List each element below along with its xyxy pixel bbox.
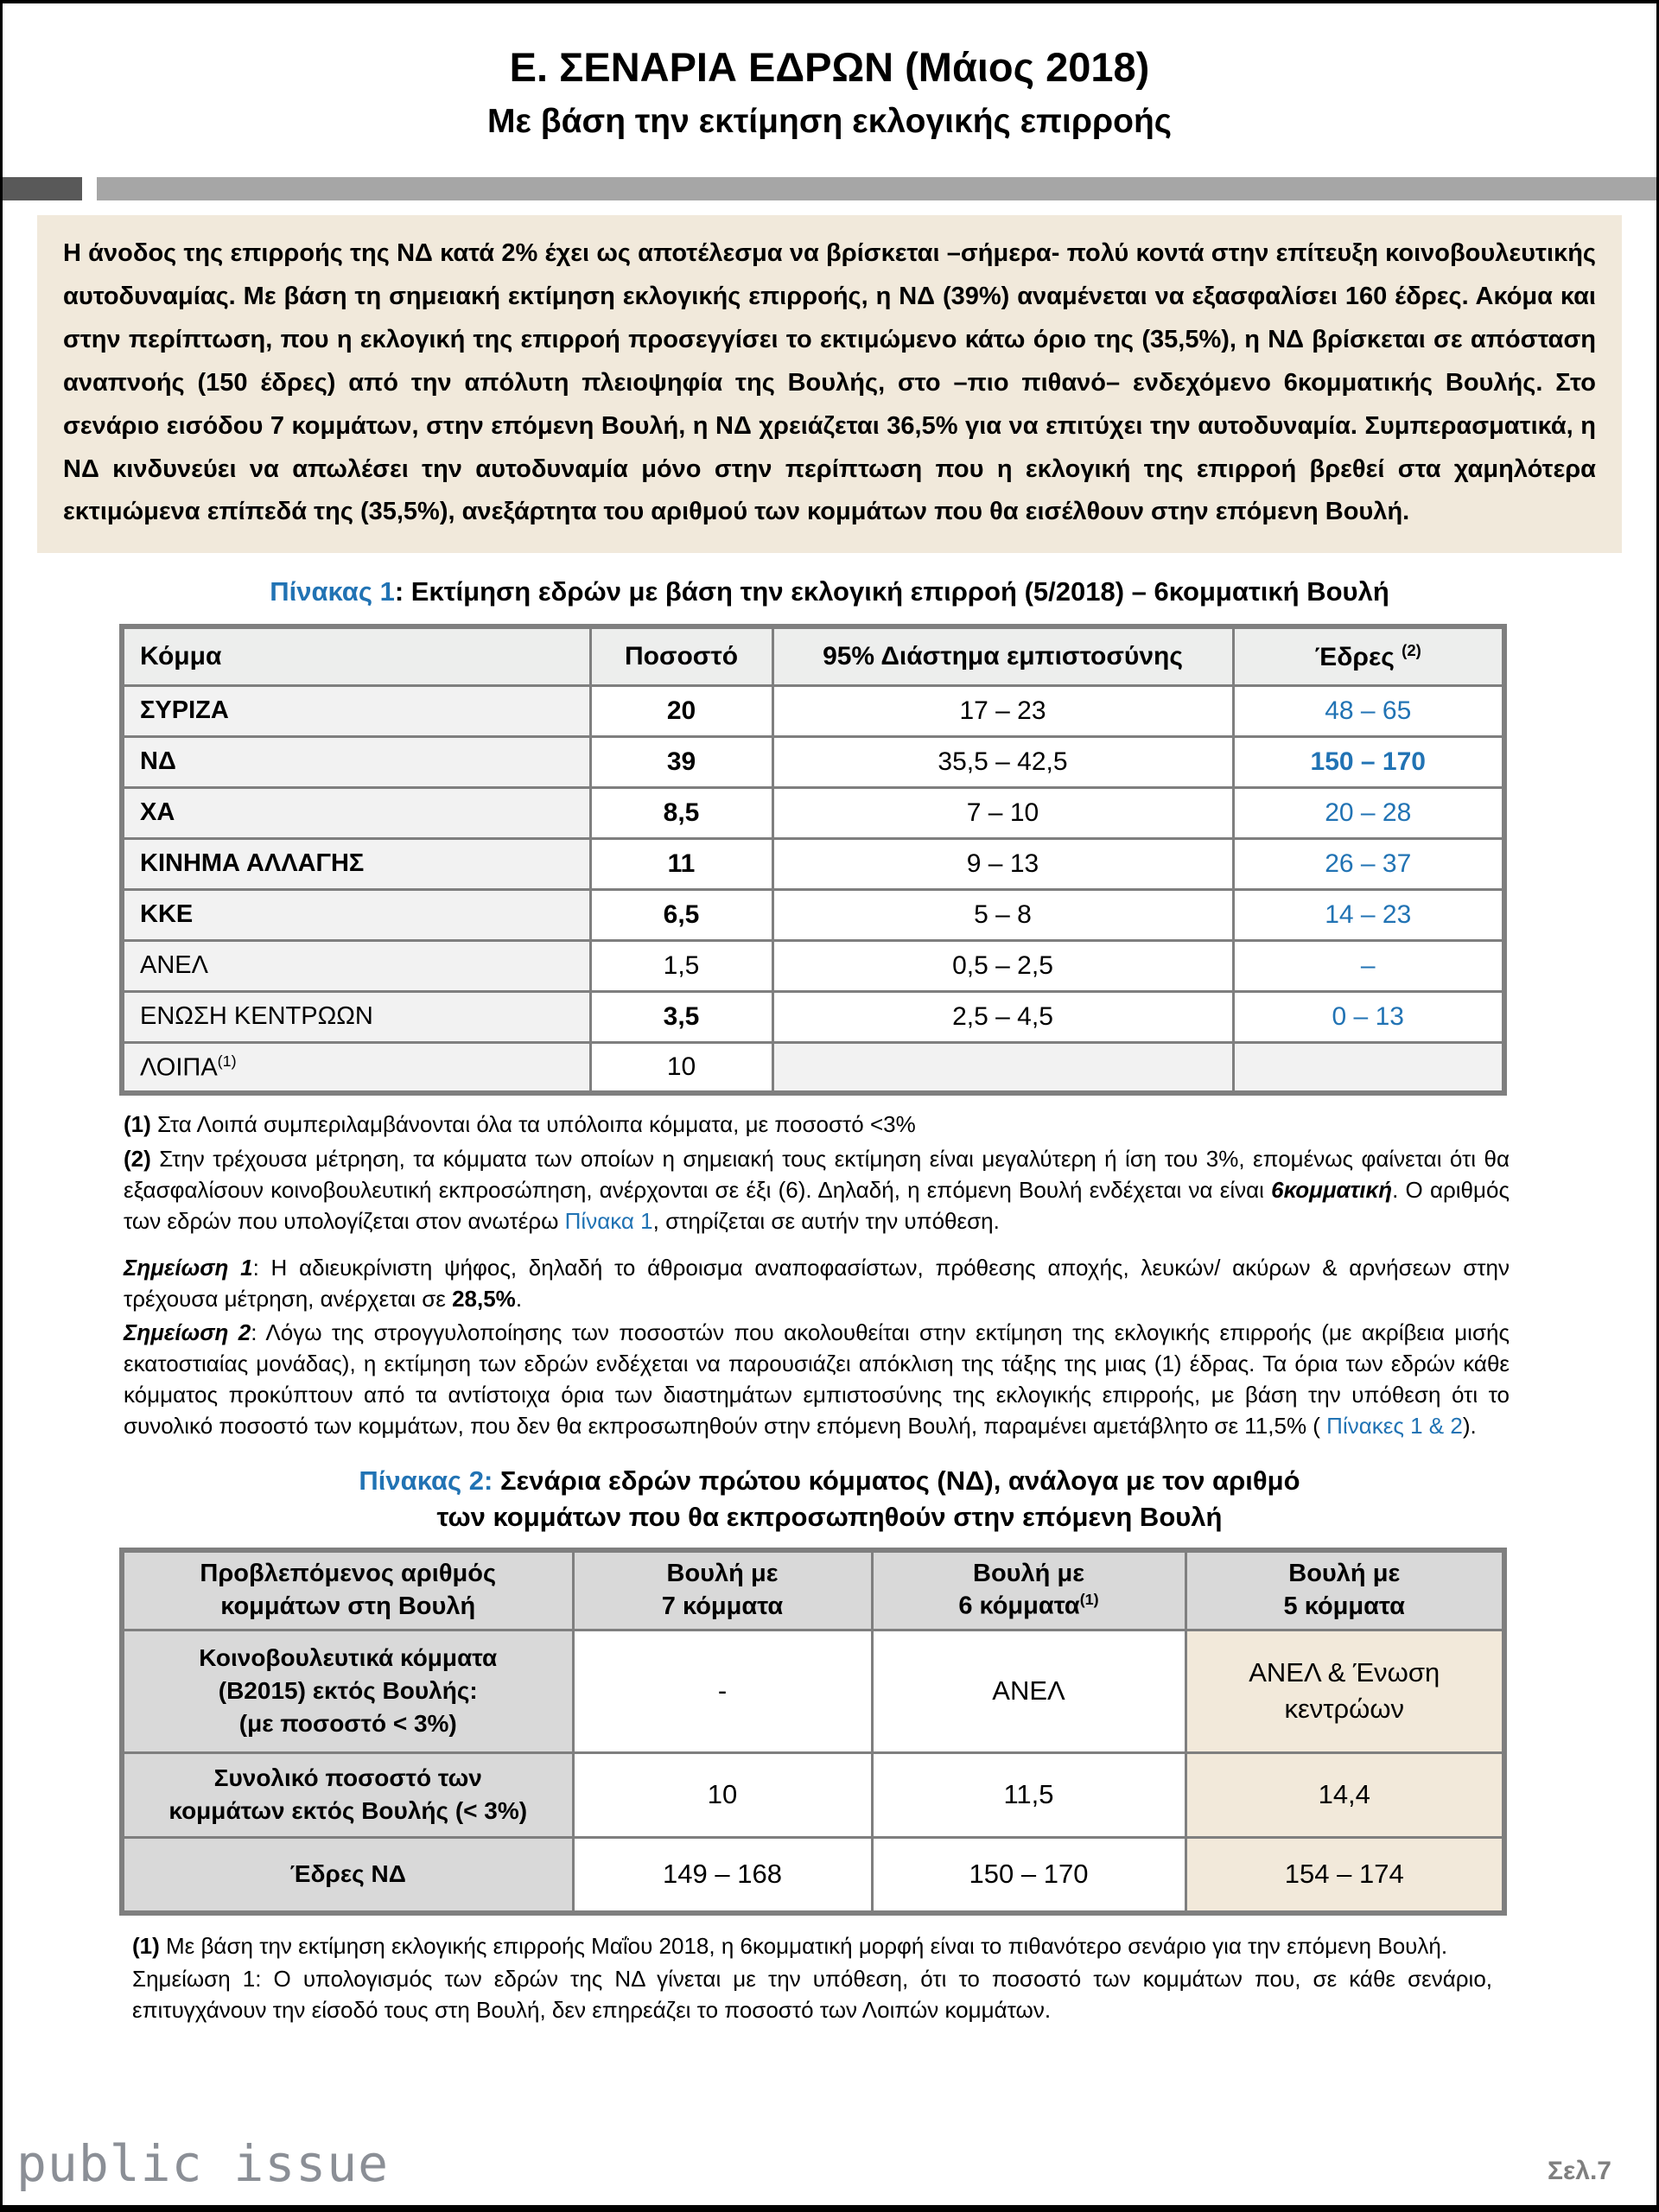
seats-range: [1233, 1042, 1504, 1093]
table-row: [122, 940, 1504, 991]
seats-range: –: [1233, 940, 1504, 991]
seats-range: 20 – 28: [1233, 787, 1504, 838]
table-row: [122, 736, 1504, 787]
nd-seats-scenarios-table: [119, 1548, 1507, 1916]
party-percentage: 3,5: [590, 991, 772, 1042]
confidence-interval: [772, 1042, 1233, 1093]
confidence-interval: 0,5 – 2,5: [772, 940, 1233, 991]
table1-header-seats-footnote-marker: (2): [1402, 640, 1421, 659]
seats-range: 26 – 37: [1233, 838, 1504, 889]
scenario-5-value: 154 – 174: [1185, 1837, 1504, 1913]
table2-note-1-label: Σημείωση 1: [132, 1966, 256, 1992]
table-row: [122, 787, 1504, 838]
page-subtitle: Με βάση την εκτίμηση εκλογικής επιρροής: [486, 103, 1173, 141]
party-name: ΚΙΝΗΜΑ ΑΛΛΑΓΗΣ: [122, 838, 590, 889]
party-percentage: 1,5: [590, 940, 772, 991]
party-percentage: 20: [590, 685, 772, 736]
table2-header-footnote-marker: (1): [1079, 1591, 1099, 1609]
confidence-interval: 17 – 23: [772, 685, 1233, 736]
table1-header-confidence-interval: 95% Διάστημα εμπιστοσύνης: [772, 626, 1233, 685]
note-1: Σημείωση 1: Η αδιευκρίνιστη ψήφος, δηλαδή το άθροισμα αναποφασίστων, πρόθεσης αποχής, λευκών/ ακύρων & αρνήσεων στην τρέχουσα μέτρηση, ανέρχεται σε 28,5%.: [124, 1254, 1510, 1312]
seats-range: 48 – 65: [1233, 685, 1504, 736]
party-name: ΛΟΙΠΑ$^{(1)}$: [122, 1042, 590, 1093]
footnote-1: (1) Στα Λοιπά συμπεριλαμβάνονται όλα τα υπόλοιπα κόμματα, με ποσοστό <3%: [124, 1111, 916, 1138]
confidence-interval: 5 – 8: [772, 889, 1233, 940]
table2-title-label: Πίνακας 2:: [359, 1465, 493, 1496]
row-label-total-percentage-outside: Συνολικό ποσοστό των κομμάτων εκτός Βουλής (< 3%): [122, 1752, 573, 1837]
seats-range: 150 – 170: [1233, 736, 1504, 787]
divider-bar-light-segment: [97, 177, 1656, 200]
table1-header-percentage: Ποσοστό: [590, 626, 772, 685]
scenario-7-value: 10: [573, 1752, 872, 1837]
party-name: ΑΝΕΛ: [122, 940, 590, 991]
table2-title-line2: των κομμάτων που θα εκπροσωπηθούν στην επόμενη Βουλή: [436, 1501, 1223, 1532]
seats-range: 0 – 13: [1233, 991, 1504, 1042]
table2-header-row: [122, 1550, 1504, 1630]
footnote-1-marker: (1): [124, 1111, 151, 1138]
note-2-label: Σημείωση 2: [124, 1319, 251, 1346]
intro-summary-text: Η άνοδος της επιρροής της ΝΔ κατά 2% έχει ως αποτέλεσμα να βρίσκεται –σήμερα- πολύ κοντά στην επίτευξη κοινοβουλευτικής αυτοδυναμίας. Με βάση τη σημειακή εκτίμηση εκλογικής επιρροής, η ΝΔ (39%) αναμένεται να εξασφαλίσει 160 έδρες. Ακόμα και στην περίπτωση, που η εκλογική της επιρροή προσεγγίσει το εκτιμώμενο κάτω όριο της (35,5%), η ΝΔ βρίσκεται σε απόσταση αναπνοής (150 έδρες) από την απόλυτη πλειοψηφία της Βουλής, στο –πιο πιθανό– ενδεχόμενο 6κομματικής Βουλής. Στο σενάριο εισόδου 7 κομμάτων, στην επόμενη Βουλή, η ΝΔ χρειάζεται 36,5% για να επιτύχει την αυτοδυναμία. Συμπερασματικά, η ΝΔ κινδυνεύει να απωλέσει την αυτοδυναμία μόνο στην περίπτωση που η εκλογική της επιρροή βρεθεί στα χαμηλότερα εκτιμώμενα επίπεδά της (35,5%), ανεξάρτητα του αριθμού των κομμάτων που θα εισέλθουν στην επόμενη Βουλή.: [63, 239, 1596, 526]
table1-title-text: : Εκτίμηση εδρών με βάση την εκλογική επιρροή (5/2018) – 6κομματική Βουλή: [394, 576, 1389, 607]
table2-header-label: Προβλεπόμενος αριθμός κομμάτων στη Βουλή: [122, 1550, 573, 1630]
table2-footnote-1-marker: (1): [132, 1933, 160, 1960]
table-row: [122, 1837, 1504, 1913]
confidence-interval: 2,5 – 4,5: [772, 991, 1233, 1042]
table2-title: [54, 1463, 1605, 1535]
table1-header-seats: Έδρες $^{(2)}$: [1233, 626, 1504, 685]
party-percentage: 39: [590, 736, 772, 787]
table2-header-5-parties: Βουλή με 5 κόμματα: [1185, 1550, 1504, 1630]
party-footnote-marker: (1): [217, 1052, 237, 1070]
divider-bar-dark-segment: [3, 177, 82, 200]
scenario-6-value: 11,5: [872, 1752, 1185, 1837]
table1-title: [54, 574, 1605, 610]
scenario-6-value: ΑΝΕΛ: [872, 1630, 1185, 1752]
divider-bar-gap: [82, 177, 97, 200]
table1-reference-link[interactable]: Πίνακα 1: [564, 1207, 653, 1234]
seats-range: 14 – 23: [1233, 889, 1504, 940]
intro-summary-box: [37, 215, 1622, 553]
table-row: [122, 838, 1504, 889]
table1-header-party: Κόμμα: [122, 626, 590, 685]
scenario-7-value: 149 – 168: [573, 1837, 872, 1913]
footnote-2: (2) Στην τρέχουσα μέτρηση, τα κόμματα των οποίων η σημειακή τους εκτίμηση είναι μεγαλύτερη ή ίση του 3%, επομένως φαίνεται ότι θα εξασφαλίσουν κοινοβουλευτική εκπροσώπηση, ανέρχονται σε έξι (6). Δηλαδή, η επόμενη Βουλή ενδέχεται να είναι 6κομματική. Ο αριθμός των εδρών που υπολογίζεται στον ανωτέρω Πίνακα 1, στηρίζεται σε αυτήν την υπόθεση.: [124, 1146, 1510, 1234]
table-row: [122, 685, 1504, 736]
confidence-interval: 7 – 10: [772, 787, 1233, 838]
seats-estimate-table: [119, 624, 1507, 1096]
table-row: [122, 889, 1504, 940]
party-name: ΕΝΩΣΗ ΚΕΝΤΡΩΩΝ: [122, 991, 590, 1042]
scenario-6-value: 150 – 170: [872, 1837, 1185, 1913]
confidence-interval: 9 – 13: [772, 838, 1233, 889]
scenario-5-value: 14,4: [1185, 1752, 1504, 1837]
table2-header-7-parties: Βουλή με 7 κόμματα: [573, 1550, 872, 1630]
table2-header-6-parties: Βουλή με 6 κόμματα$^{(1)}$: [872, 1550, 1185, 1630]
scenario-5-value: ΑΝΕΛ & Ένωση κεντρώων: [1185, 1630, 1504, 1752]
party-name: ΝΔ: [122, 736, 590, 787]
confidence-interval: 35,5 – 42,5: [772, 736, 1233, 787]
note-2: Σημείωση 2: Λόγω της στρογγυλοποίησης των ποσοστών που ακολουθείται στην εκτίμηση της εκλογικής επιρροής (με ακρίβεια μισής εκατοστιαίας μονάδας), η εκτίμηση των εδρών ενδέχεται να παρουσιάζει απόκλιση της τάξης της μιας (1) έδρας. Τα όρια των εδρών κάθε κόμματος προκύπτουν από τα αντίστοιχα όρια των διαστημάτων εμπιστοσύνης της εκλογικής επιρροής, με βάση την υπόθεση ότι το συνολικό ποσοστό των κομμάτων, που δεν θα εκπροσωπηθούν στην επόμενη Βουλή, παραμένει αμετάβλητο σε 11,5% ( Πίνακες 1 & 2).: [124, 1319, 1510, 1440]
table2-footnote-1: (1) Με βάση την εκτίμηση εκλογικής επιρροής Μαΐου 2018, η 6κομματική μορφή είναι το πιθανότερο σενάριο για την επόμενη Βουλή.: [132, 1933, 1448, 1960]
row-label-out-of-parliament-parties: Κοινοβουλευτικά κόμματα (Β2015) εκτός Βουλής: (με ποσοστό < 3%): [122, 1630, 573, 1752]
table-row: [122, 1630, 1504, 1752]
party-percentage: 8,5: [590, 787, 772, 838]
table-row: [122, 991, 1504, 1042]
party-name: ΣΥΡΙΖΑ: [122, 685, 590, 736]
table-row: [122, 1752, 1504, 1837]
scenario-7-value: -: [573, 1630, 872, 1752]
party-percentage: 6,5: [590, 889, 772, 940]
table2-note-1: Σημείωση 1: Ο υπολογισμός των εδρών της ΝΔ γίνεται με την υπόθεση, ότι το ποσοστό των κομμάτων που, σε κάθε σενάριο, επιτυγχάνουν την είσοδό τους στη Βουλή, δεν επηρεάζει το ποσοστό των Λοιπών κομμάτων.: [132, 1966, 1493, 2023]
divider-bar: [3, 177, 1656, 200]
table-row: [122, 1042, 1504, 1093]
party-percentage: 10: [590, 1042, 772, 1093]
footnote-2-marker: (2): [124, 1146, 151, 1173]
page-title: Ε. ΣΕΝΑΡΙΑ ΕΔΡΩΝ (Μάιος 2018): [509, 44, 1150, 90]
note-1-label: Σημείωση 1: [124, 1254, 253, 1281]
party-name: ΚΚΕ: [122, 889, 590, 940]
party-name: ΧΑ: [122, 787, 590, 838]
table1-title-label: Πίνακας 1: [270, 576, 395, 607]
page-number: Σελ.7: [1548, 2157, 1611, 2185]
row-label-nd-seats: Έδρες ΝΔ: [122, 1837, 573, 1913]
table2-title-text: Σενάρια εδρών πρώτου κόμματος (ΝΔ), ανάλογα με τον αριθμό: [493, 1465, 1300, 1496]
table1-header-row: [122, 626, 1504, 685]
tables-reference-link[interactable]: Πίνακες 1 & 2: [1326, 1413, 1463, 1440]
public-issue-logo: public issue: [16, 2134, 390, 2193]
party-percentage: 11: [590, 838, 772, 889]
